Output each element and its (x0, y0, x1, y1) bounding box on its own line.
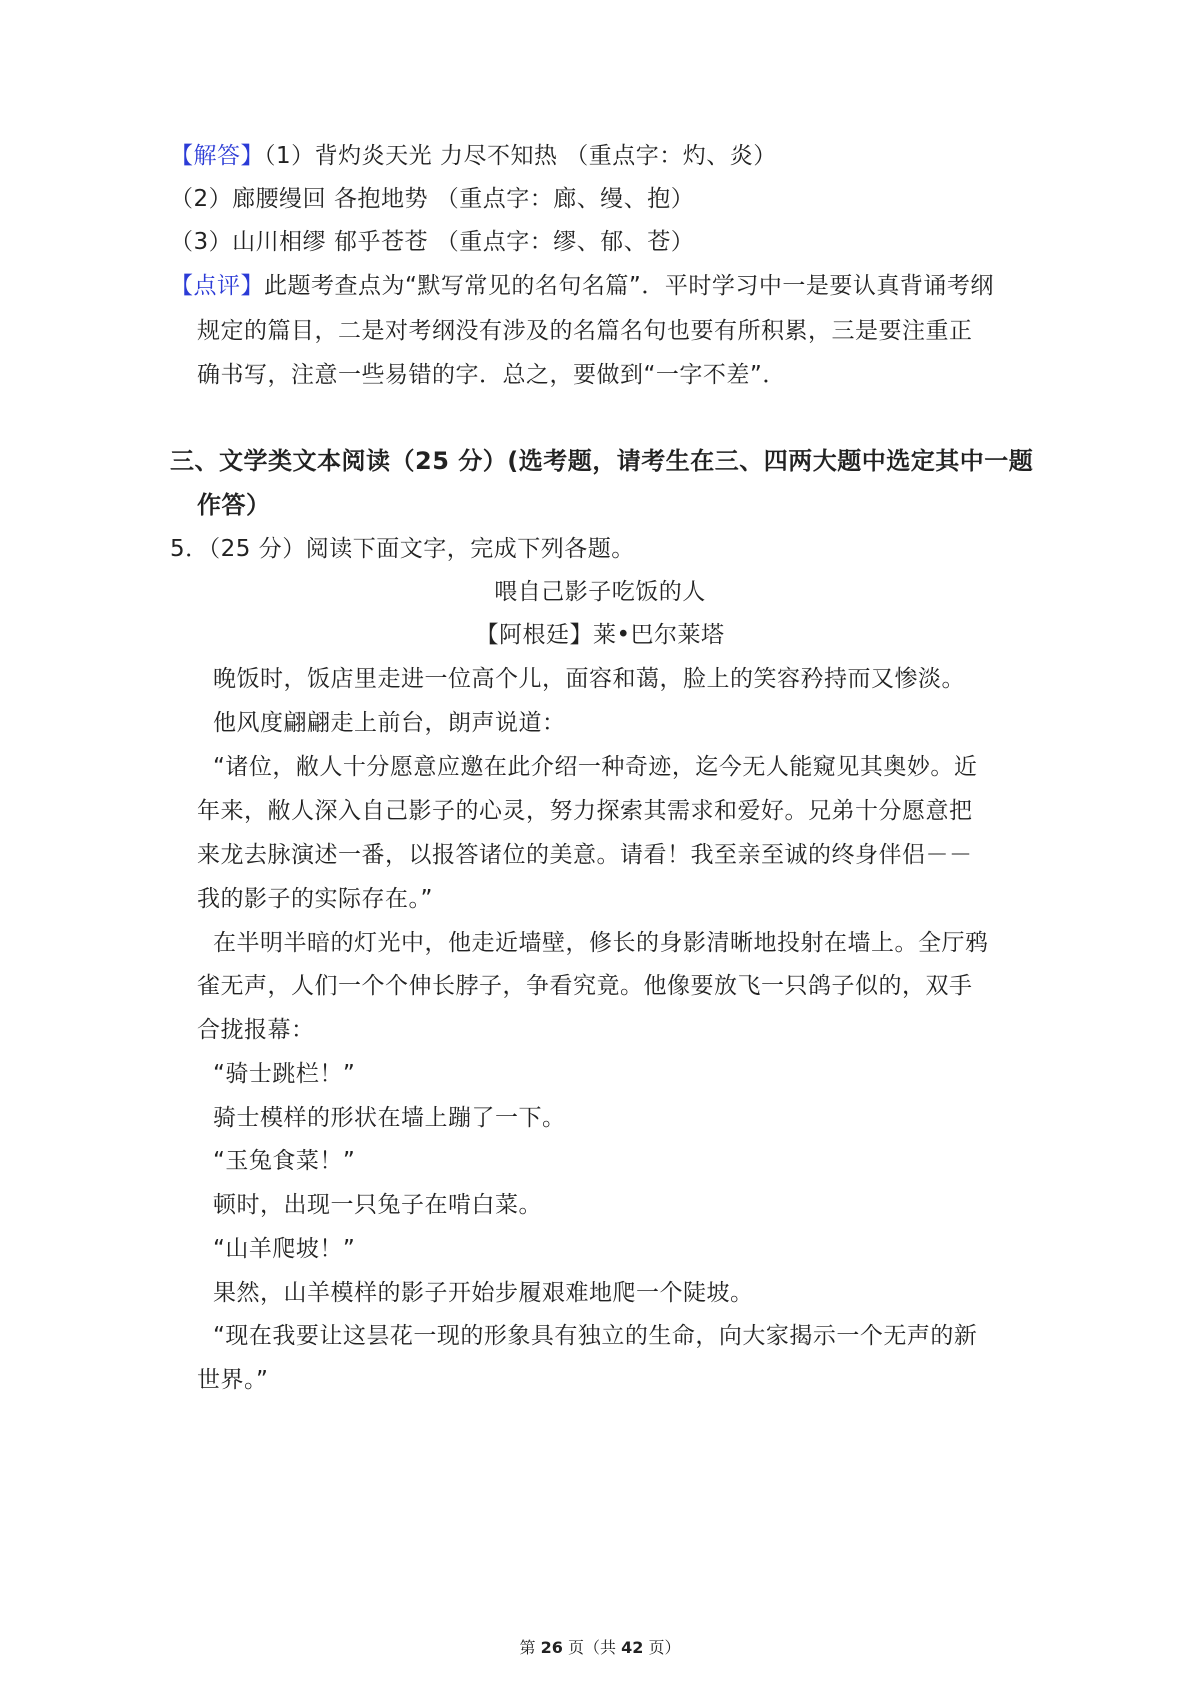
comment-line-2: 规定的篇目，二是对考纲没有涉及的名篇名句也要有所积累，三是要注重正 (197, 318, 973, 344)
footer-middle: 页（共 (562, 1638, 622, 1657)
answer-line-3: （3）山川相缪 郁乎苍苍 （重点字：缪、郁、苍） (170, 229, 695, 255)
paragraph-11-line-1: “现在我要让这昙花一现的形象具有独立的生命，向大家揭示一个无声的新 (213, 1323, 978, 1349)
paragraph-9: “山羊爬坡！” (213, 1236, 356, 1262)
footer-total-pages: 42 (621, 1638, 644, 1657)
paragraph-3-line-1: “诸位，敝人十分愿意应邀在此介绍一种奇迹，迄今无人能窥见其奥妙。近 (213, 754, 978, 780)
paragraph-8: 顿时，出现一只兔子在啃白菜。 (213, 1192, 542, 1218)
comment-line-1 (170, 270, 994, 302)
answer-text-1: （1）背灼炎天光 力尽不知热 （重点字：灼、炎） (264, 143, 777, 169)
article-author: 【阿根廷】莱•巴尔莱塔 (475, 622, 725, 648)
paragraph-2: 他风度翩翩走上前台，朗声说道： (213, 710, 566, 736)
footer-page-number: 26 (540, 1638, 563, 1657)
paragraph-3-line-2: 年来，敝人深入自己影子的心灵，努力探索其需求和爱好。兄弟十分愿意把 (197, 798, 973, 824)
paragraph-10: 果然，山羊模样的影子开始步履艰难地爬一个陡坡。 (213, 1280, 754, 1306)
paragraph-7: “玉兔食菜！” (213, 1148, 356, 1174)
answer-line-2: （2）廊腰缦回 各抱地势 （重点字：廊、缦、抱） (170, 186, 695, 212)
paragraph-4-line-2: 雀无声，人们一个个伸长脖子，争看究竟。他像要放飞一只鸽子似的，双手 (197, 973, 973, 999)
paragraph-1: 晚饭时，饭店里走进一位高个儿，面容和蔼，脸上的笑容矜持而又惨淡。 (213, 666, 965, 692)
section-heading-line-1: 三、文学类文本阅读（25 分）(选考题，请考生在三、四两大题中选定其中一题 (170, 447, 1034, 475)
footer-suffix: 页） (643, 1638, 681, 1657)
footer-prefix: 第 (519, 1638, 541, 1657)
paragraph-6: 骑士模样的形状在墙上蹦了一下。 (213, 1105, 566, 1131)
answer-tag: 【解答】 (170, 143, 264, 169)
paragraph-4-line-3: 合拢报幕： (197, 1017, 315, 1043)
answer-line-1 (170, 140, 777, 172)
article-title: 喂自己影子吃饭的人 (494, 579, 706, 605)
paragraph-3-line-3: 来龙去脉演述一番，以报答诸位的美意。请看！我至亲至诚的终身伴侣－－ (197, 842, 973, 868)
comment-tag: 【点评】 (170, 273, 264, 299)
page-footer (0, 1635, 1200, 1658)
paragraph-11-line-2: 世界。” (197, 1367, 269, 1393)
question-stem: 5．（25 分）阅读下面文字，完成下列各题。 (170, 536, 635, 562)
paragraph-4-line-1: 在半明半暗的灯光中，他走近墙壁，修长的身影清晰地投射在墙上。全厅鸦 (213, 930, 989, 956)
paragraph-5: “骑士跳栏！” (213, 1061, 356, 1087)
paragraph-3-line-4: 我的影子的实际存在。” (197, 886, 433, 912)
section-heading-line-2: 作答） (197, 491, 271, 519)
comment-text-1: 此题考查点为“默写常见的名句名篇”．平时学习中一是要认真背诵考纲 (264, 273, 994, 299)
comment-line-3: 确书写，注意一些易错的字．总之，要做到“一字不差”． (197, 362, 786, 388)
